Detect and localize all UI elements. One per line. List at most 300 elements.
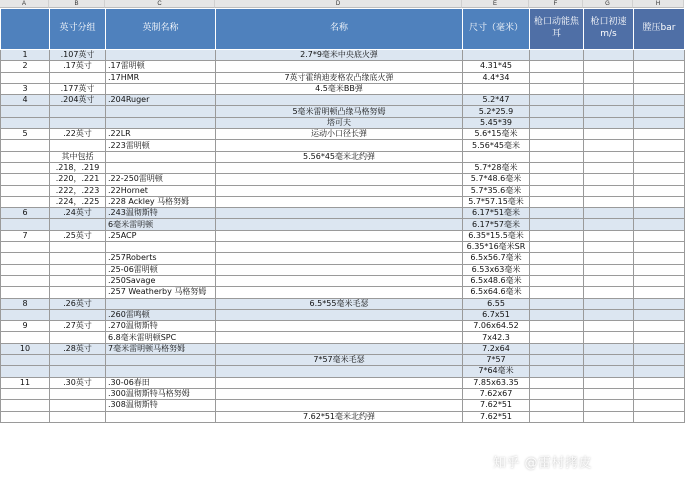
cell-c[interactable] (106, 298, 216, 309)
cell-d[interactable]: 2.7*9毫米中央底火弹 (216, 50, 463, 61)
table-row (1, 129, 685, 140)
cell-g[interactable] (584, 253, 634, 264)
cell-f[interactable] (530, 50, 584, 61)
cell-b[interactable] (50, 140, 106, 151)
cell-f[interactable] (530, 388, 584, 399)
cell-e[interactable]: 7.06x64.52 (463, 321, 530, 332)
cell-g[interactable] (584, 72, 634, 83)
cell-e[interactable]: 7.85x63.35 (463, 377, 530, 388)
cell-g[interactable] (584, 355, 634, 366)
cell-c[interactable]: .243温彻斯特 (106, 208, 216, 219)
cell-h[interactable] (634, 366, 685, 377)
cell-f[interactable] (530, 83, 584, 94)
cell-h[interactable] (634, 174, 685, 185)
cell-c[interactable]: .17雷明顿 (106, 61, 216, 72)
cell-a[interactable] (1, 400, 50, 411)
cell-c[interactable]: .17HMR (106, 72, 216, 83)
table-row (1, 95, 685, 106)
cell-a[interactable] (1, 411, 50, 422)
cell-e[interactable] (463, 83, 530, 94)
cell-a[interactable] (1, 287, 50, 298)
cell-c[interactable]: .250Savage (106, 275, 216, 286)
cell-c[interactable] (106, 411, 216, 422)
cell-a[interactable] (1, 196, 50, 207)
cell-e[interactable]: 7.62*51 (463, 411, 530, 422)
cell-h[interactable] (634, 388, 685, 399)
cell-a[interactable] (1, 174, 50, 185)
cell-a[interactable] (1, 185, 50, 196)
cell-b[interactable] (50, 400, 106, 411)
cell-g[interactable] (584, 309, 634, 320)
cell-d[interactable] (216, 219, 463, 230)
cell-a[interactable]: 7 (1, 230, 50, 241)
cell-c[interactable]: .300温彻斯特马格努姆 (106, 388, 216, 399)
cell-d[interactable]: 6.5*55毫米毛瑟 (216, 298, 463, 309)
cell-g[interactable] (584, 208, 634, 219)
cell-h[interactable] (634, 61, 685, 72)
cell-a[interactable]: 5 (1, 129, 50, 140)
cell-e[interactable]: 6.35*16毫米SR (463, 242, 530, 253)
cell-f[interactable] (530, 230, 584, 241)
watermark: 知乎 @雷村拷皮 (492, 456, 592, 471)
column-letter-f[interactable]: F (529, 0, 583, 8)
cell-b[interactable]: .107英寸 (50, 50, 106, 61)
table-row (1, 242, 685, 253)
cell-c[interactable]: .223雷明顿 (106, 140, 216, 151)
cell-e[interactable]: 6.5x48.6毫米 (463, 275, 530, 286)
cell-f[interactable] (530, 242, 584, 253)
cell-h[interactable] (634, 298, 685, 309)
cell-b[interactable] (50, 106, 106, 117)
cell-e[interactable] (463, 50, 530, 61)
cell-c[interactable]: .204Ruger (106, 95, 216, 106)
table-row (1, 106, 685, 117)
cell-d[interactable] (216, 321, 463, 332)
cell-e[interactable]: 5.45*39 (463, 117, 530, 128)
cell-h[interactable] (634, 275, 685, 286)
cell-b[interactable] (50, 72, 106, 83)
cell-b[interactable] (50, 117, 106, 128)
cell-h[interactable] (634, 50, 685, 61)
table-row (1, 140, 685, 151)
cell-f[interactable] (530, 61, 584, 72)
cell-b[interactable] (50, 275, 106, 286)
cell-h[interactable] (634, 117, 685, 128)
cell-e[interactable]: 5.7*48.6毫米 (463, 174, 530, 185)
cell-g[interactable] (584, 275, 634, 286)
cell-e[interactable]: 5.7*57.15毫米 (463, 196, 530, 207)
cell-e[interactable]: 5.56*45毫米 (463, 140, 530, 151)
cell-d[interactable] (216, 61, 463, 72)
cell-a[interactable]: 4 (1, 95, 50, 106)
cell-f[interactable] (530, 219, 584, 230)
cell-c[interactable] (106, 117, 216, 128)
cell-b[interactable]: .17英寸 (50, 61, 106, 72)
cell-g[interactable] (584, 230, 634, 241)
cell-b[interactable] (50, 253, 106, 264)
cell-a[interactable] (1, 253, 50, 264)
cell-e[interactable]: 7.2x64 (463, 343, 530, 354)
cell-f[interactable] (530, 411, 584, 422)
cell-a[interactable]: 11 (1, 377, 50, 388)
cell-e[interactable]: 5.6*15毫米 (463, 129, 530, 140)
cell-g[interactable] (584, 321, 634, 332)
cell-g[interactable] (584, 411, 634, 422)
cell-f[interactable] (530, 355, 584, 366)
column-letter-h[interactable]: H (633, 0, 684, 8)
cell-c[interactable]: .257Roberts (106, 253, 216, 264)
cell-g[interactable] (584, 242, 634, 253)
cell-d[interactable] (216, 242, 463, 253)
cell-g[interactable] (584, 400, 634, 411)
table-row (1, 50, 685, 61)
cell-f[interactable] (530, 275, 584, 286)
cell-h[interactable] (634, 95, 685, 106)
cell-f[interactable] (530, 321, 584, 332)
table-row (1, 264, 685, 275)
cell-e[interactable]: 6.35*15.5毫米 (463, 230, 530, 241)
cell-b[interactable] (50, 388, 106, 399)
cell-b[interactable] (50, 242, 106, 253)
cell-f[interactable] (530, 72, 584, 83)
cell-e[interactable]: 7*64毫米 (463, 366, 530, 377)
cell-c[interactable]: .308温彻斯特 (106, 400, 216, 411)
cell-c[interactable] (106, 83, 216, 94)
table-row (1, 162, 685, 173)
cell-d[interactable] (216, 287, 463, 298)
column-letter-c[interactable]: C (105, 0, 215, 8)
cell-g[interactable] (584, 140, 634, 151)
cell-f[interactable] (530, 366, 584, 377)
cell-h[interactable] (634, 162, 685, 173)
cell-c[interactable]: 6.8毫米雷明顿SPC (106, 332, 216, 343)
cell-h[interactable] (634, 140, 685, 151)
cell-d[interactable] (216, 275, 463, 286)
table-row (1, 117, 685, 128)
table-row (1, 208, 685, 219)
cell-g[interactable] (584, 174, 634, 185)
cell-b[interactable]: .28英寸 (50, 343, 106, 354)
cell-c[interactable]: .25ACP (106, 230, 216, 241)
cell-b[interactable] (50, 355, 106, 366)
cell-b[interactable]: .25英寸 (50, 230, 106, 241)
cell-h[interactable] (634, 287, 685, 298)
cell-d[interactable] (216, 377, 463, 388)
cell-a[interactable] (1, 264, 50, 275)
cell-d[interactable] (216, 174, 463, 185)
cell-g[interactable] (584, 83, 634, 94)
cell-a[interactable] (1, 355, 50, 366)
cell-f[interactable] (530, 309, 584, 320)
cell-c[interactable]: .228 Ackley 马格努姆 (106, 196, 216, 207)
cell-f[interactable] (530, 264, 584, 275)
cell-a[interactable]: 6 (1, 208, 50, 219)
cell-g[interactable] (584, 95, 634, 106)
cell-h[interactable] (634, 208, 685, 219)
cell-c[interactable]: 7毫米雷明顿马格努姆 (106, 343, 216, 354)
cell-c[interactable] (106, 366, 216, 377)
cell-g[interactable] (584, 61, 634, 72)
cell-a[interactable] (1, 332, 50, 343)
cell-a[interactable]: 8 (1, 298, 50, 309)
cell-c[interactable]: .257 Weatherby 马格努姆 (106, 287, 216, 298)
cell-f[interactable] (530, 400, 584, 411)
cell-d[interactable]: 7.62*51毫米北约弹 (216, 411, 463, 422)
cell-e[interactable]: 6.17*51毫米 (463, 208, 530, 219)
header-cell-muzzle-velocity[interactable]: 枪口初速m/s (584, 9, 634, 50)
cell-g[interactable] (584, 298, 634, 309)
cell-h[interactable] (634, 309, 685, 320)
cell-f[interactable] (530, 377, 584, 388)
header-cell-name[interactable]: 名称 (216, 9, 463, 50)
cell-e[interactable]: 5.2*47 (463, 95, 530, 106)
cell-h[interactable] (634, 332, 685, 343)
cell-b[interactable] (50, 264, 106, 275)
cell-b[interactable]: .204英寸 (50, 95, 106, 106)
cell-f[interactable] (530, 343, 584, 354)
cell-b[interactable]: .224，.225 (50, 196, 106, 207)
cell-e[interactable]: 5.2*25.9 (463, 106, 530, 117)
cell-b[interactable]: .27英寸 (50, 321, 106, 332)
cell-c[interactable]: .270温彻斯特 (106, 321, 216, 332)
cell-d[interactable] (216, 196, 463, 207)
cell-f[interactable] (530, 151, 584, 162)
cell-c[interactable]: .260雷鸣顿 (106, 309, 216, 320)
table-row (1, 400, 685, 411)
cell-c[interactable]: .22-250雷明顿 (106, 174, 216, 185)
cell-a[interactable] (1, 162, 50, 173)
cell-g[interactable] (584, 287, 634, 298)
cell-c[interactable]: .22Hornet (106, 185, 216, 196)
cell-f[interactable] (530, 287, 584, 298)
cell-g[interactable] (584, 129, 634, 140)
cell-f[interactable] (530, 174, 584, 185)
cell-b[interactable] (50, 287, 106, 298)
cell-e[interactable]: 6.53x63毫米 (463, 264, 530, 275)
header-cell-inch-group[interactable]: 英寸分组 (50, 9, 106, 50)
column-letter-a[interactable]: A (0, 0, 49, 8)
table-row (1, 83, 685, 94)
cell-e[interactable] (463, 151, 530, 162)
cell-b[interactable]: .30英寸 (50, 377, 106, 388)
cell-g[interactable] (584, 219, 634, 230)
cell-a[interactable] (1, 117, 50, 128)
cell-a[interactable] (1, 72, 50, 83)
cell-d[interactable]: 运动小口径长弹 (216, 129, 463, 140)
cell-d[interactable]: 5.56*45毫米北约弹 (216, 151, 463, 162)
cell-e[interactable]: 5.7*28毫米 (463, 162, 530, 173)
cell-b[interactable]: .24英寸 (50, 208, 106, 219)
cell-a[interactable]: 9 (1, 321, 50, 332)
cell-f[interactable] (530, 129, 584, 140)
cell-d[interactable]: 7*57毫米毛瑟 (216, 355, 463, 366)
cell-b[interactable] (50, 309, 106, 320)
cell-d[interactable] (216, 264, 463, 275)
cell-e[interactable]: 4.4*34 (463, 72, 530, 83)
cell-a[interactable] (1, 388, 50, 399)
cell-d[interactable] (216, 343, 463, 354)
cell-c[interactable] (106, 242, 216, 253)
cell-e[interactable]: 6.17*57毫米 (463, 219, 530, 230)
cell-c[interactable]: 6毫米雷明顿 (106, 219, 216, 230)
cell-h[interactable] (634, 129, 685, 140)
cell-d[interactable] (216, 388, 463, 399)
cell-e[interactable]: 4.31*45 (463, 61, 530, 72)
cell-d[interactable] (216, 366, 463, 377)
cell-f[interactable] (530, 332, 584, 343)
cell-e[interactable]: 7x42.3 (463, 332, 530, 343)
cell-d[interactable] (216, 230, 463, 241)
header-cell-index[interactable] (1, 9, 50, 50)
cell-h[interactable] (634, 83, 685, 94)
cell-h[interactable] (634, 185, 685, 196)
cell-g[interactable] (584, 50, 634, 61)
cell-d[interactable] (216, 185, 463, 196)
header-cell-size[interactable]: 尺寸（毫米） (463, 9, 530, 50)
cell-b[interactable]: 其中包括 (50, 151, 106, 162)
cell-b[interactable] (50, 411, 106, 422)
cell-a[interactable] (1, 106, 50, 117)
cell-f[interactable] (530, 196, 584, 207)
cell-h[interactable] (634, 219, 685, 230)
cell-g[interactable] (584, 388, 634, 399)
cell-f[interactable] (530, 253, 584, 264)
cell-e[interactable]: 6.55 (463, 298, 530, 309)
cell-b[interactable]: .218，.219 (50, 162, 106, 173)
cell-h[interactable] (634, 242, 685, 253)
cell-c[interactable] (106, 162, 216, 173)
cell-a[interactable]: 1 (1, 50, 50, 61)
cell-h[interactable] (634, 72, 685, 83)
cell-g[interactable] (584, 343, 634, 354)
cell-h[interactable] (634, 106, 685, 117)
cell-f[interactable] (530, 117, 584, 128)
column-letter-e[interactable]: E (462, 0, 529, 8)
cell-a[interactable] (1, 219, 50, 230)
cell-h[interactable] (634, 343, 685, 354)
cell-f[interactable] (530, 162, 584, 173)
header-cell-muzzle-energy[interactable]: 枪口动能焦耳 (530, 9, 584, 50)
cell-b[interactable]: .26英寸 (50, 298, 106, 309)
cell-a[interactable] (1, 309, 50, 320)
column-letter-d[interactable]: D (215, 0, 462, 8)
cell-g[interactable] (584, 377, 634, 388)
cell-d[interactable]: 7英寸霍纳迪麦格农凸缘底火弹 (216, 72, 463, 83)
cell-e[interactable]: 6.7x51 (463, 309, 530, 320)
table-row (1, 377, 685, 388)
cell-f[interactable] (530, 208, 584, 219)
cell-h[interactable] (634, 151, 685, 162)
header-cell-imperial-name[interactable]: 英制名称 (106, 9, 216, 50)
cell-g[interactable] (584, 185, 634, 196)
cell-c[interactable]: .30-06春田 (106, 377, 216, 388)
cell-h[interactable] (634, 377, 685, 388)
cell-h[interactable] (634, 264, 685, 275)
column-letter-b[interactable]: B (49, 0, 105, 8)
cell-g[interactable] (584, 366, 634, 377)
cell-e[interactable]: 7.62x67 (463, 388, 530, 399)
cell-g[interactable] (584, 162, 634, 173)
cell-d[interactable]: 塔可夫 (216, 117, 463, 128)
cell-b[interactable]: .22英寸 (50, 129, 106, 140)
cell-h[interactable] (634, 411, 685, 422)
cell-b[interactable] (50, 219, 106, 230)
table-row (1, 298, 685, 309)
cell-g[interactable] (584, 106, 634, 117)
cell-d[interactable] (216, 162, 463, 173)
cell-b[interactable] (50, 366, 106, 377)
cell-a[interactable]: 10 (1, 343, 50, 354)
cell-c[interactable] (106, 106, 216, 117)
cell-g[interactable] (584, 196, 634, 207)
cell-c[interactable] (106, 50, 216, 61)
cell-c[interactable] (106, 151, 216, 162)
cell-e[interactable]: 6.5x64.6毫米 (463, 287, 530, 298)
cell-d[interactable] (216, 140, 463, 151)
cell-f[interactable] (530, 185, 584, 196)
cell-b[interactable]: .220，.221 (50, 174, 106, 185)
cell-e[interactable]: 5.7*35.6毫米 (463, 185, 530, 196)
table-row (1, 332, 685, 343)
cell-g[interactable] (584, 264, 634, 275)
cell-d[interactable] (216, 208, 463, 219)
cell-a[interactable] (1, 242, 50, 253)
cell-a[interactable]: 2 (1, 61, 50, 72)
cell-a[interactable]: 3 (1, 83, 50, 94)
cell-d[interactable] (216, 95, 463, 106)
cell-h[interactable] (634, 230, 685, 241)
cell-c[interactable]: .22LR (106, 129, 216, 140)
cell-d[interactable]: 4.5毫米BB弹 (216, 83, 463, 94)
cell-c[interactable] (106, 355, 216, 366)
column-letter-g[interactable]: G (583, 0, 633, 8)
header-cell-chamber-pressure[interactable]: 膛压bar (634, 9, 685, 50)
caliber-table (0, 8, 685, 423)
cell-d[interactable] (216, 332, 463, 343)
cell-g[interactable] (584, 151, 634, 162)
cell-e[interactable]: 7*57 (463, 355, 530, 366)
cell-d[interactable]: 5毫米雷明顿凸缘马格努姆 (216, 106, 463, 117)
cell-d[interactable] (216, 400, 463, 411)
cell-d[interactable] (216, 253, 463, 264)
cell-b[interactable]: .177英寸 (50, 83, 106, 94)
cell-f[interactable] (530, 140, 584, 151)
cell-g[interactable] (584, 117, 634, 128)
cell-h[interactable] (634, 400, 685, 411)
cell-h[interactable] (634, 196, 685, 207)
cell-b[interactable]: .222，.223 (50, 185, 106, 196)
table-row (1, 219, 685, 230)
cell-a[interactable] (1, 275, 50, 286)
cell-f[interactable] (530, 106, 584, 117)
cell-b[interactable] (50, 332, 106, 343)
cell-a[interactable] (1, 140, 50, 151)
cell-h[interactable] (634, 355, 685, 366)
table-row (1, 72, 685, 83)
cell-f[interactable] (530, 95, 584, 106)
cell-c[interactable]: .25-06雷明顿 (106, 264, 216, 275)
cell-d[interactable] (216, 309, 463, 320)
cell-e[interactable]: 7.62*51 (463, 400, 530, 411)
cell-e[interactable]: 6.5x56.7毫米 (463, 253, 530, 264)
cell-a[interactable] (1, 151, 50, 162)
cell-f[interactable] (530, 298, 584, 309)
cell-h[interactable] (634, 253, 685, 264)
table-row (1, 174, 685, 185)
cell-h[interactable] (634, 321, 685, 332)
cell-a[interactable] (1, 366, 50, 377)
cell-g[interactable] (584, 332, 634, 343)
